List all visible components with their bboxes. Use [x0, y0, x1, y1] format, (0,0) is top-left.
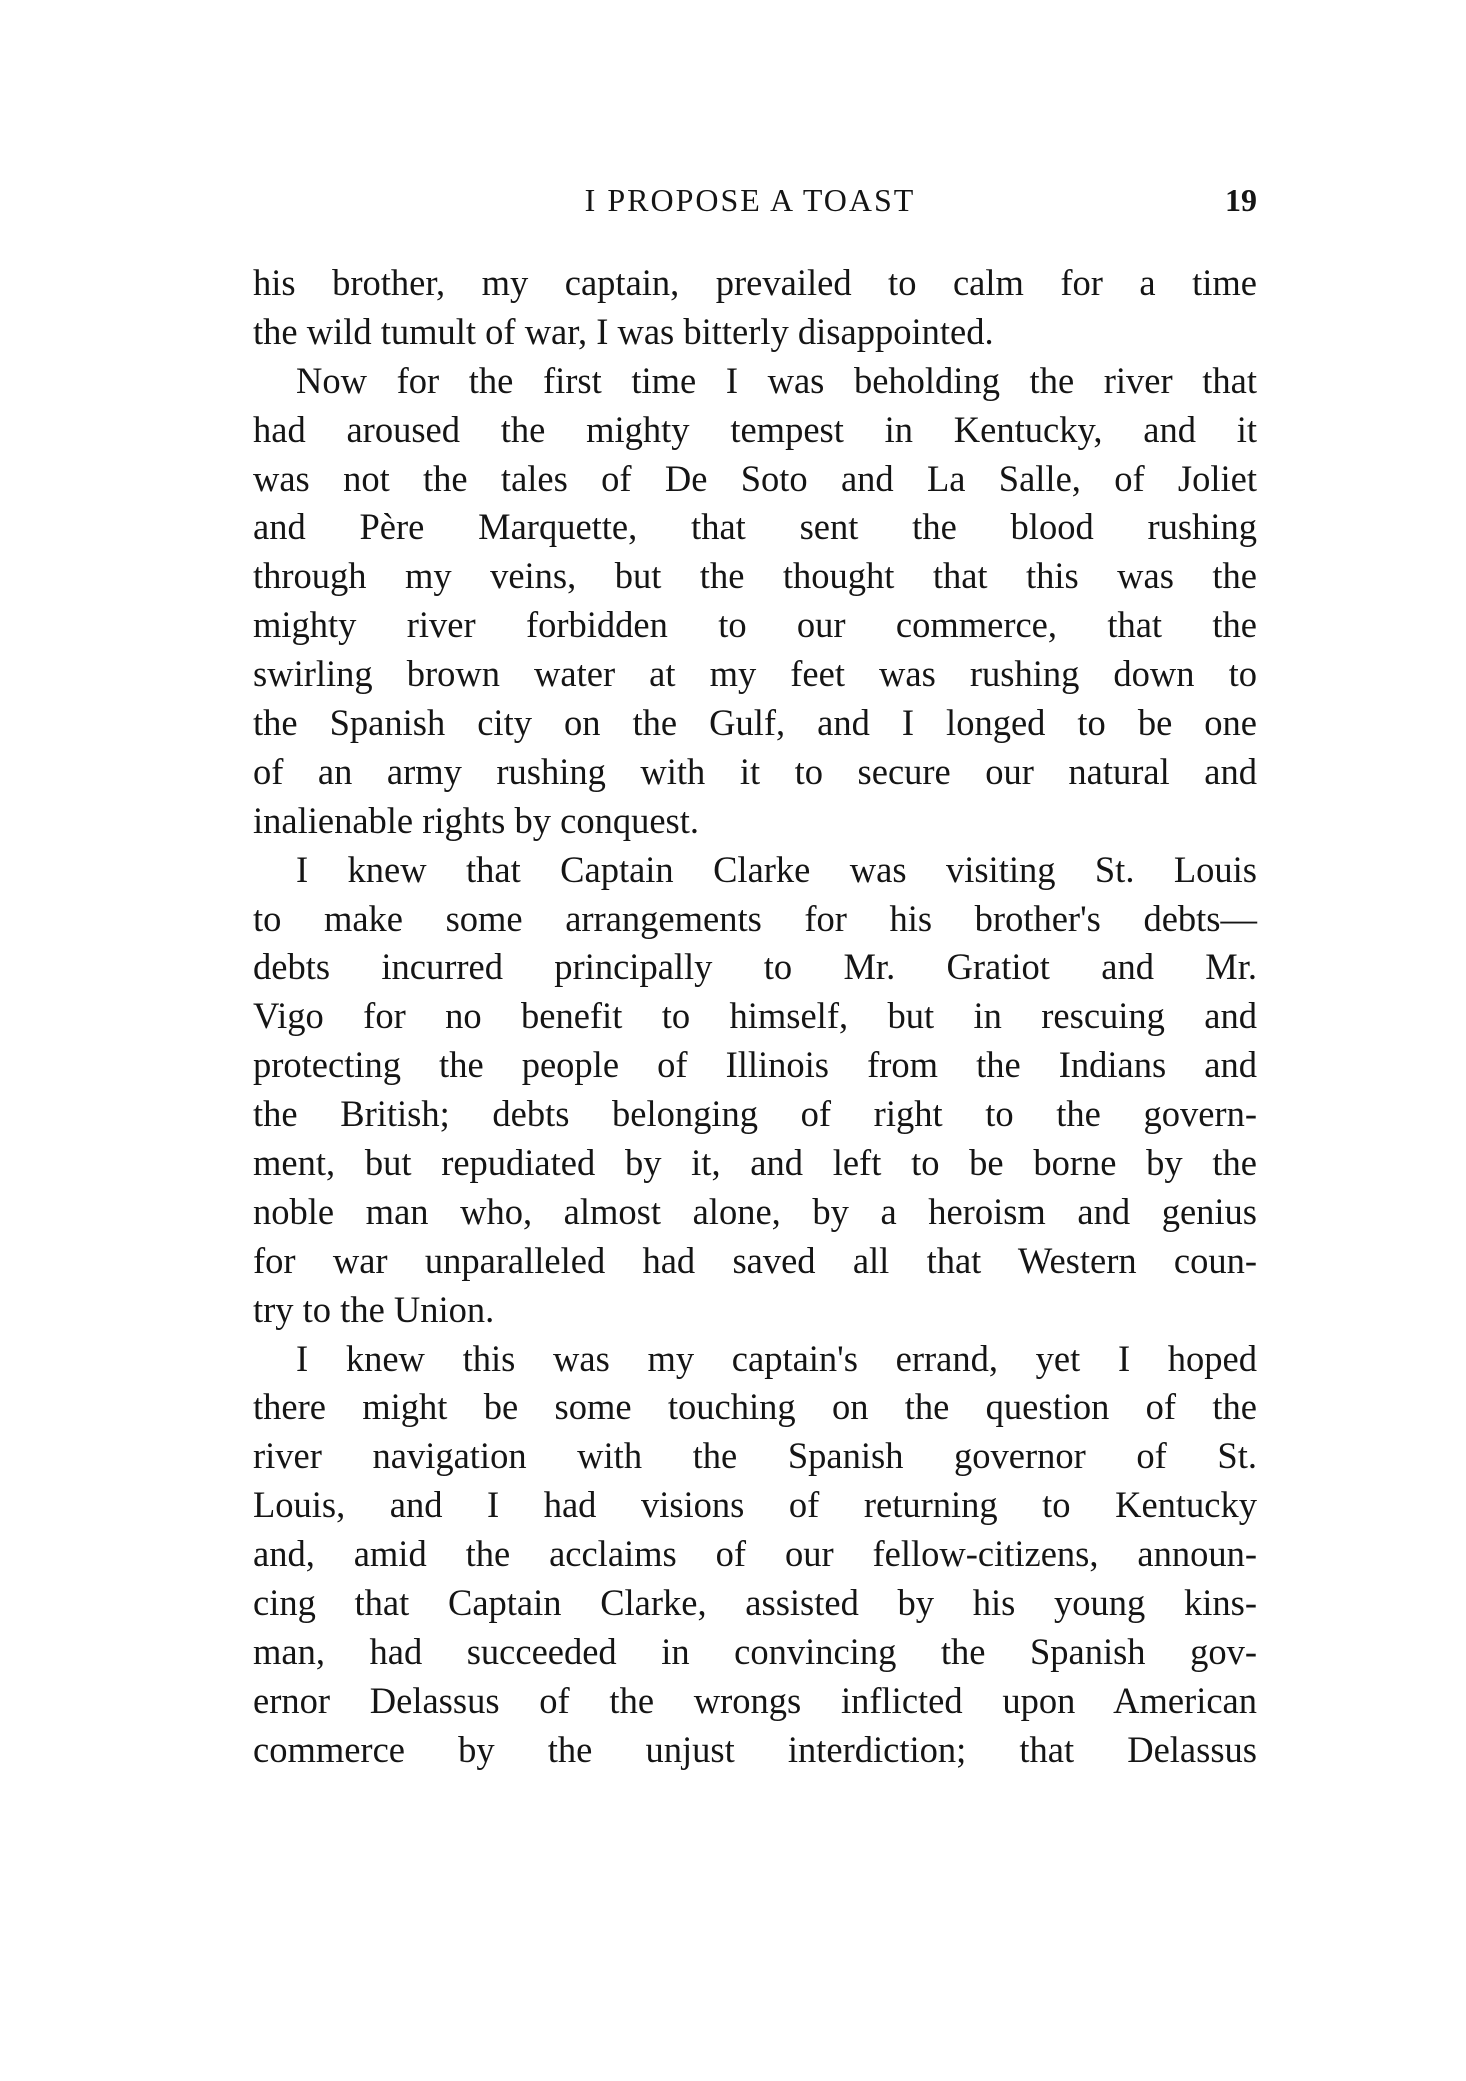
page-number: 19	[1225, 182, 1257, 218]
text-line: and, amid the acclaims of our fellow-citizens, announ-	[253, 1533, 1257, 1575]
text-line: and Père Marquette, that sent the blood rushing	[253, 506, 1257, 548]
paragraph	[253, 1335, 1257, 1775]
text-line: I knew this was my captain's errand, yet I hoped	[296, 1337, 1257, 1379]
paragraph	[253, 357, 1257, 846]
text-line: Now for the first time I was beholding the river that	[296, 359, 1257, 401]
text-line: I knew that Captain Clarke was visiting St. Louis	[296, 848, 1257, 890]
text-line: commerce by the unjust interdiction; that Delassus	[253, 1728, 1257, 1770]
text-line: ernor Delassus of the wrongs inflicted upon American	[253, 1679, 1257, 1721]
text-line: Louis, and I had visions of returning to Kentucky	[253, 1484, 1257, 1526]
text-line: swirling brown water at my feet was rushing down to	[253, 653, 1257, 695]
body-text	[253, 259, 1257, 1775]
text-line: to make some arrangements for his brother's debts—	[253, 897, 1257, 939]
paragraph	[253, 259, 1257, 357]
text-line: Vigo for no benefit to himself, but in rescuing and	[253, 995, 1257, 1037]
running-header	[253, 176, 1257, 224]
text-line: mighty river forbidden to our commerce, that the	[253, 604, 1257, 646]
text-line: ment, but repudiated by it, and left to be borne by the	[253, 1142, 1257, 1184]
text-line: had aroused the mighty tempest in Kentucky, and it	[253, 408, 1257, 450]
text-line: his brother, my captain, prevailed to calm for a time	[253, 262, 1257, 303]
text-line: cing that Captain Clarke, assisted by his young kins-	[253, 1582, 1257, 1624]
text-line: noble man who, almost alone, by a heroism and genius	[253, 1190, 1257, 1232]
text-line: debts incurred principally to Mr. Gratiot and Mr.	[253, 946, 1257, 988]
text-line: river navigation with the Spanish governor of St.	[253, 1435, 1257, 1477]
text-line: through my veins, but the thought that this was the	[253, 555, 1257, 597]
text-line: of an army rushing with it to secure our natural and	[253, 750, 1257, 792]
text-line: there might be some touching on the question of the	[253, 1386, 1257, 1428]
paragraph	[253, 846, 1257, 1335]
text-line: the Spanish city on the Gulf, and I longed to be one	[253, 702, 1257, 744]
text-line: for war unparalleled had saved all that Western coun-	[253, 1239, 1257, 1281]
text-line: the British; debts belonging of right to the govern-	[253, 1093, 1257, 1135]
text-line: inalienable rights by conquest.	[253, 799, 700, 841]
text-line: the wild tumult of war, I was bitterly disappointed.	[253, 310, 994, 352]
text-line: was not the tales of De Soto and La Salle, of Joliet	[253, 457, 1257, 499]
running-title: I PROPOSE A TOAST	[584, 182, 916, 218]
text-line: protecting the people of Illinois from the Indians and	[253, 1044, 1257, 1086]
text-line: man, had succeeded in convincing the Spanish gov-	[253, 1630, 1257, 1672]
text-line: try to the Union.	[253, 1288, 495, 1330]
